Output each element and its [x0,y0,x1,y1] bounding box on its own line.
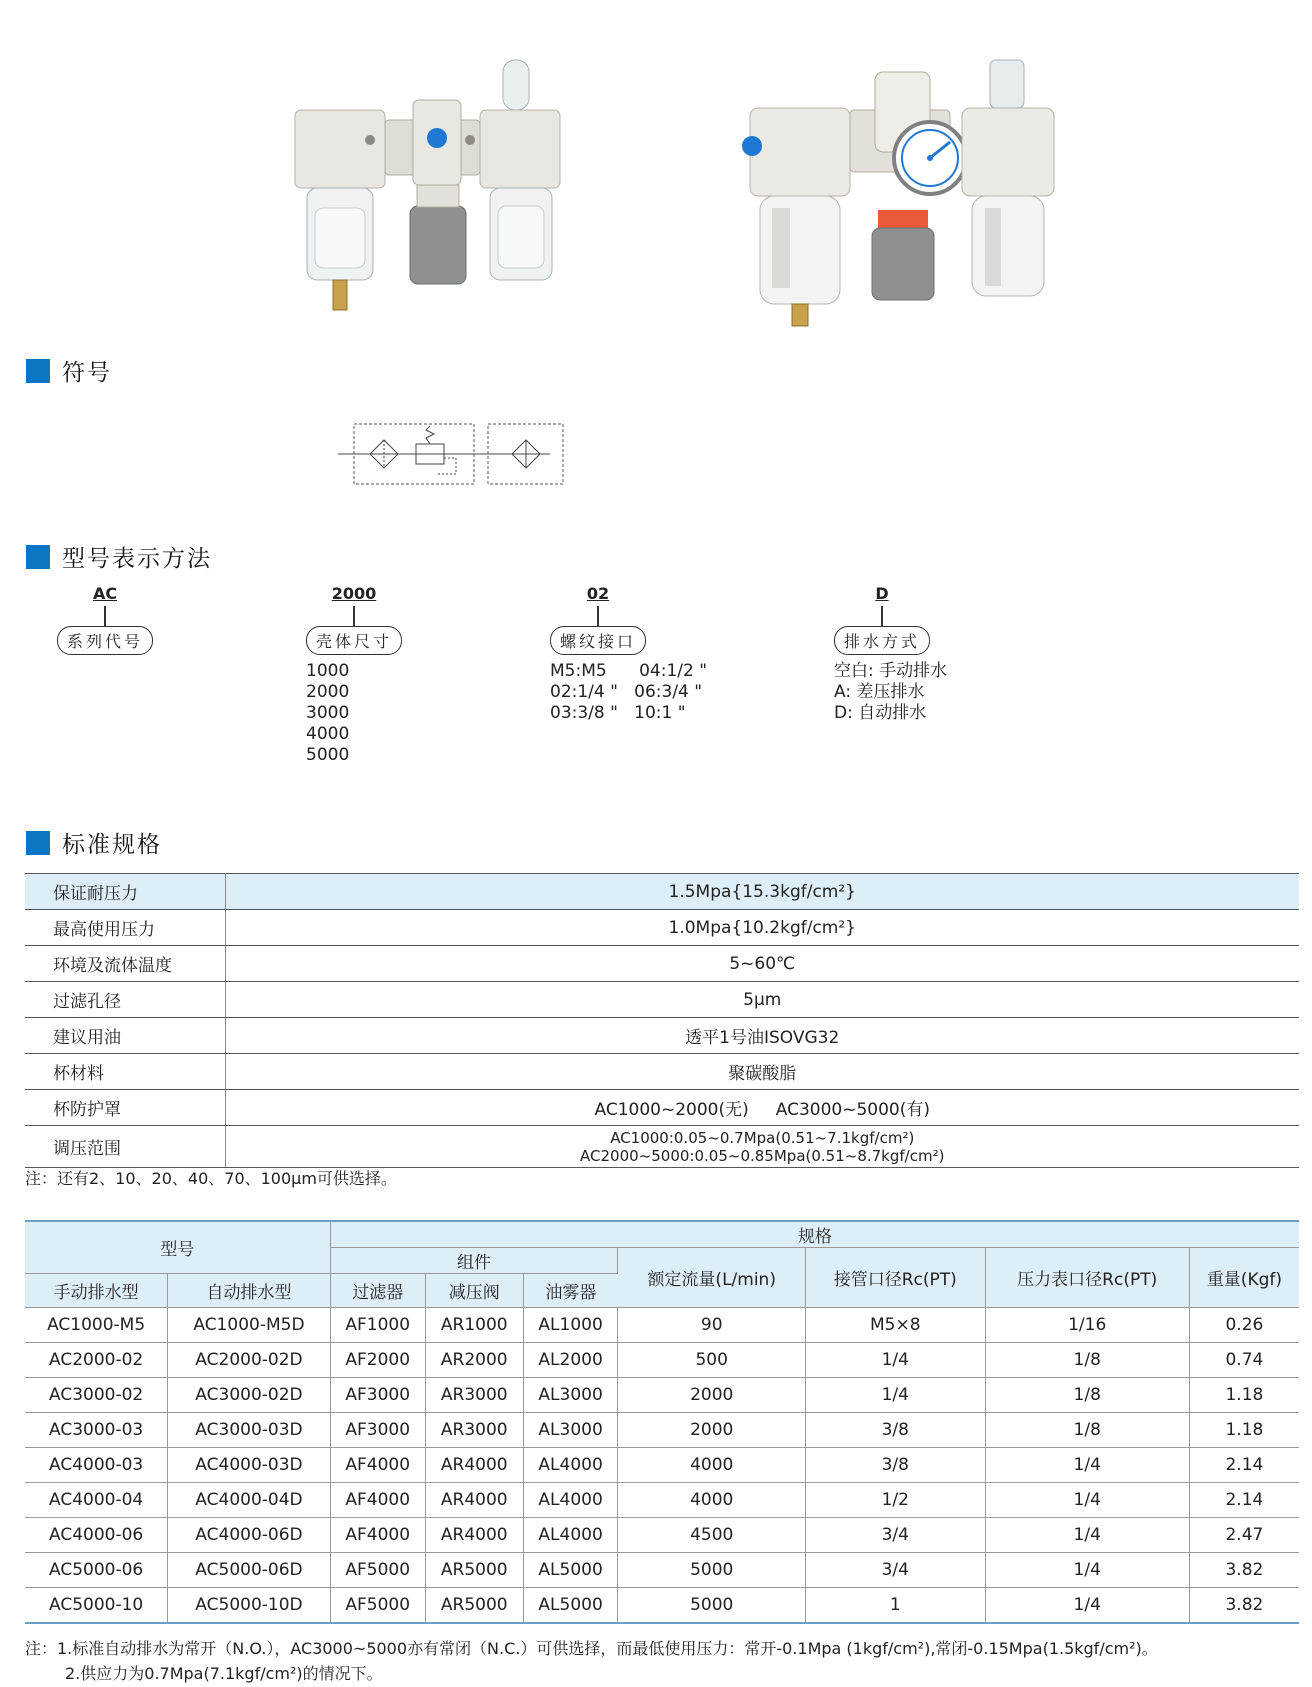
spec-row [25,1018,1299,1054]
cell-weight: 2.14 [1189,1448,1299,1483]
code-label: 排水方式 [834,626,930,655]
cell-regulator: AR2000 [425,1343,523,1378]
cell-weight: 2.14 [1189,1483,1299,1518]
footer-notes [25,1636,1158,1686]
cell-filter: AF5000 [330,1553,425,1588]
cell-gauge: 1/8 [985,1413,1189,1448]
cell-manual-model: AC2000-02 [25,1343,168,1378]
cell-auto-model: AC4000-03D [168,1448,330,1483]
cell-regulator: AR5000 [425,1588,523,1623]
section-model-code-header [26,540,212,573]
cell-regulator: AR4000 [425,1448,523,1483]
spec-value: AC1000~2000(无) AC3000~5000(有) [225,1090,1299,1126]
spec-row [25,874,1299,910]
code-connector [104,606,106,626]
cell-weight: 1.18 [1189,1413,1299,1448]
code-value: 02 [586,584,610,603]
spec-row [25,982,1299,1018]
code-value: AC [92,584,118,603]
section-marker-icon [26,359,50,383]
code-options: 空白: 手动排水 A: 差压排水 D: 自动排水 [834,661,948,723]
code-label: 系列代号 [57,626,153,655]
table-row [25,1588,1299,1623]
cell-gauge: 1/4 [985,1518,1189,1553]
spec-key: 最高使用压力 [25,910,225,946]
cell-flow: 2000 [618,1378,806,1413]
cell-weight: 0.26 [1189,1308,1299,1343]
cell-flow: 4000 [618,1448,806,1483]
cell-manual-model: AC3000-02 [25,1378,168,1413]
cell-auto-model: AC3000-03D [168,1413,330,1448]
spec-table [25,873,1299,1168]
cell-manual-model: AC4000-06 [25,1518,168,1553]
code-options: 1000 2000 3000 4000 5000 [306,661,350,765]
cell-flow: 5000 [618,1588,806,1623]
section-title: 符号 [62,360,112,386]
footer-note-line: 2.供应力为0.7Mpa(7.1kgf/cm²)的情况下。 [65,1664,383,1683]
cell-weight: 3.82 [1189,1588,1299,1623]
cell-weight: 2.47 [1189,1518,1299,1553]
spec-range-line: AC1000:0.05~0.7Mpa(0.51~7.1kgf/cm²) [610,1128,915,1147]
table-row [25,1343,1299,1378]
cell-gauge: 1/4 [985,1483,1189,1518]
code-part-body-size [306,584,402,766]
cell-regulator: AR1000 [425,1308,523,1343]
table-row [25,1308,1299,1343]
spec-key: 保证耐压力 [25,874,225,910]
cell-filter: AF3000 [330,1413,425,1448]
spec-key: 建议用油 [25,1018,225,1054]
cell-lubricator: AL4000 [523,1518,618,1553]
code-part-drain-type [834,584,947,724]
cell-lubricator: AL4000 [523,1483,618,1518]
cell-regulator: AR4000 [425,1483,523,1518]
cell-auto-model: AC4000-04D [168,1483,330,1518]
cell-manual-model: AC1000-M5 [25,1308,168,1343]
cell-manual-model: AC5000-10 [25,1588,168,1623]
cell-port: 3/4 [805,1553,985,1588]
code-connector [881,606,883,626]
table-row [25,1518,1299,1553]
cell-port: 1/4 [805,1378,985,1413]
cell-manual-model: AC5000-06 [25,1553,168,1588]
spec-row [25,946,1299,982]
table-row [25,1448,1299,1483]
section-title: 型号表示方法 [62,546,212,572]
cell-lubricator: AL3000 [523,1413,618,1448]
cell-auto-model: AC5000-06D [168,1553,330,1588]
spec-note: 注：还有2、10、20、40、70、100μm可供选择。 [25,1169,397,1188]
spec-key: 过滤孔径 [25,982,225,1018]
cell-regulator: AR3000 [425,1378,523,1413]
cell-filter: AF5000 [330,1588,425,1623]
cell-port: 3/8 [805,1448,985,1483]
cell-auto-model: AC4000-06D [168,1518,330,1553]
spec-value: 透平1号油ISOVG32 [225,1018,1299,1054]
cell-weight: 3.82 [1189,1553,1299,1588]
spec-row [25,1054,1299,1090]
code-value: 2000 [331,584,377,603]
code-connector [353,606,355,626]
section-marker-icon [26,831,50,855]
cell-flow: 90 [618,1308,806,1343]
col-header-regulator: 减压阀 [425,1274,523,1308]
cell-filter: AF4000 [330,1448,425,1483]
cell-filter: AF4000 [330,1483,425,1518]
cell-flow: 4000 [618,1483,806,1518]
col-header-gauge: 压力表口径Rc(PT) [985,1248,1189,1308]
cell-port: 3/4 [805,1518,985,1553]
spec-key: 调压范围 [25,1126,225,1168]
cell-auto-model: AC3000-02D [168,1378,330,1413]
cell-weight: 1.18 [1189,1378,1299,1413]
cell-manual-model: AC4000-04 [25,1483,168,1518]
cell-gauge: 1/8 [985,1378,1189,1413]
table-row [25,1553,1299,1588]
spec-value [225,1126,1299,1168]
spec-value: 5μm [225,982,1299,1018]
section-spec-header [26,826,162,859]
spec-key: 环境及流体温度 [25,946,225,982]
cell-lubricator: AL5000 [523,1588,618,1623]
cell-regulator: AR4000 [425,1518,523,1553]
cell-filter: AF3000 [330,1378,425,1413]
code-label: 螺纹接口 [550,626,646,655]
frl-unit-large-image [740,38,1100,338]
cell-port: 1 [805,1588,985,1623]
cell-gauge: 1/8 [985,1343,1189,1378]
col-header-flow: 额定流量(L/min) [618,1248,806,1308]
spec-row [25,910,1299,946]
product-images [0,20,1312,340]
code-options: M5:M5 04:1/2 " 02:1/4 " 06:3/4 " 03:3/8 " 10:1 " [550,661,708,723]
section-symbol-header [26,354,112,387]
table-row [25,1413,1299,1448]
cell-port: 1/2 [805,1483,985,1518]
cell-regulator: AR5000 [425,1553,523,1588]
col-header-port: 接管口径Rc(PT) [805,1248,985,1308]
section-marker-icon [26,545,50,569]
cell-auto-model: AC2000-02D [168,1343,330,1378]
code-part-series [57,584,153,655]
spec-row [25,1090,1299,1126]
col-header-auto: 自动排水型 [168,1274,330,1308]
cell-auto-model: AC1000-M5D [168,1308,330,1343]
cell-lubricator: AL3000 [523,1378,618,1413]
cell-manual-model: AC3000-03 [25,1413,168,1448]
code-part-thread-port [550,584,707,724]
cell-gauge: 1/4 [985,1448,1189,1483]
cell-regulator: AR3000 [425,1413,523,1448]
col-header-model: 型号 [25,1221,330,1274]
cell-lubricator: AL5000 [523,1553,618,1588]
cell-flow: 2000 [618,1413,806,1448]
cell-port: 1/4 [805,1343,985,1378]
cell-auto-model: AC5000-10D [168,1588,330,1623]
spec-value: 聚碳酸脂 [225,1054,1299,1090]
spec-value: 1.0Mpa{10.2kgf/cm²} [225,910,1299,946]
section-title: 标准规格 [62,832,162,858]
spec-key: 杯材料 [25,1054,225,1090]
frl-unit-small-image [285,38,605,328]
cell-filter: AF1000 [330,1308,425,1343]
cell-flow: 5000 [618,1553,806,1588]
cell-gauge: 1/4 [985,1588,1189,1623]
cell-filter: AF4000 [330,1518,425,1553]
cell-weight: 0.74 [1189,1343,1299,1378]
spec-value: 5~60℃ [225,946,1299,982]
model-table [25,1220,1299,1624]
cell-port: 3/8 [805,1413,985,1448]
spec-range-line: AC2000~5000:0.05~0.85Mpa(0.51~8.7kgf/cm²) [580,1146,945,1165]
cell-lubricator: AL1000 [523,1308,618,1343]
col-header-manual: 手动排水型 [25,1274,168,1308]
col-header-spec: 规格 [330,1221,1299,1248]
cell-filter: AF2000 [330,1343,425,1378]
cell-lubricator: AL2000 [523,1343,618,1378]
footer-note-line: 注：1.标准自动排水为常开（N.O.），AC3000~5000亦有常闭（N.C.）可供选择，而最低使用压力：常开-0.1Mpa (1kgf/cm²),常闭-0.15Mpa(1.5kgf/cm²)。 [25,1639,1158,1658]
cell-lubricator: AL4000 [523,1448,618,1483]
cell-port: M5×8 [805,1308,985,1343]
col-header-weight: 重量(Kgf) [1189,1248,1299,1308]
spec-row [25,1126,1299,1168]
col-header-filter: 过滤器 [330,1274,425,1308]
cell-manual-model: AC4000-03 [25,1448,168,1483]
cell-flow: 500 [618,1343,806,1378]
spec-key: 杯防护罩 [25,1090,225,1126]
spec-value: 1.5Mpa{15.3kgf/cm²} [225,874,1299,910]
pneumatic-symbol-diagram [338,418,568,490]
cell-flow: 4500 [618,1518,806,1553]
code-connector [597,606,599,626]
col-header-component: 组件 [330,1248,618,1274]
code-label: 壳体尺寸 [306,626,402,655]
table-row [25,1483,1299,1518]
code-value: D [875,584,889,603]
cell-gauge: 1/16 [985,1308,1189,1343]
cell-gauge: 1/4 [985,1553,1189,1588]
col-header-lubricator: 油雾器 [523,1274,618,1308]
table-row [25,1378,1299,1413]
